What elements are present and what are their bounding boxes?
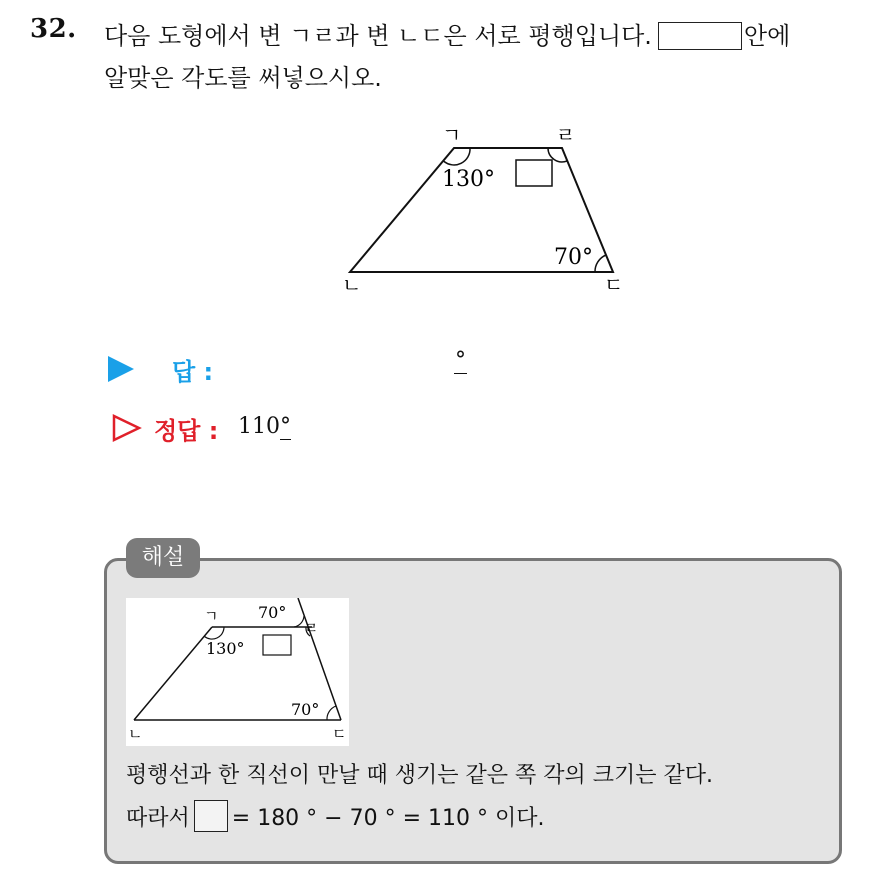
correct-answer-degree: °	[280, 414, 291, 439]
angle-arc-d	[327, 706, 336, 720]
vertex-label-n: ㄴ	[128, 725, 143, 743]
explanation-line2-prefix: 따라서	[126, 806, 190, 831]
angle-label-70: 70°	[291, 700, 320, 719]
vertex-label-n: ㄴ	[342, 273, 362, 294]
question-text-part1: 다음 도형에서 변 ㄱㄹ과 변 ㄴㄷ은 서로 평행입니다.	[104, 22, 652, 50]
vertex-label-d: ㄷ	[332, 725, 347, 743]
explanation-figure	[126, 598, 349, 746]
outline-triangle-icon	[112, 414, 142, 442]
answer-degree-mark: °	[455, 348, 466, 373]
left-edge	[134, 627, 212, 720]
question-text-line2: 알맞은 각도를 써넣으시오.	[104, 64, 382, 92]
angle-arc-d	[595, 255, 606, 272]
question-text-line1	[104, 16, 790, 51]
explanation-line1: 평행선과 한 직선이 만날 때 생기는 같은 쪽 각의 크기는 같다.	[126, 763, 713, 788]
question-number: 32.	[30, 14, 77, 44]
answer-label: 답 :	[172, 358, 214, 386]
play-triangle-icon	[108, 356, 134, 382]
answer-placeholder-box	[658, 22, 742, 50]
question-text-part2: 안에	[743, 22, 791, 50]
vertex-label-g: ㄱ	[442, 123, 462, 147]
correct-answer-row	[108, 410, 408, 446]
angle-label-130: 130°	[442, 167, 495, 192]
explanation-line2	[126, 800, 544, 832]
vertex-label-d: ㄷ	[604, 273, 624, 294]
vertex-label-r: ㄹ	[304, 619, 319, 637]
unknown-angle-box	[516, 160, 552, 186]
correct-answer-value	[238, 414, 291, 439]
angle-arc-outside	[294, 616, 304, 627]
explanation-line2-equation: = 180 ° − 70 ° = 110 ° 이다.	[231, 806, 545, 831]
angle-label-70: 70°	[554, 245, 593, 270]
answer-degree-blank[interactable]	[454, 348, 467, 373]
explanation-blank-box	[194, 800, 228, 832]
angle-label-outside-70: 70°	[258, 603, 287, 622]
correct-answer-number: 110	[238, 414, 280, 439]
vertex-label-r: ㄹ	[556, 123, 576, 147]
explanation-tag: 해설	[126, 538, 200, 578]
correct-answer-label: 정답 :	[154, 417, 219, 445]
answer-row	[108, 348, 528, 386]
trapezoid-figure	[330, 118, 640, 294]
vertex-label-g: ㄱ	[204, 607, 219, 625]
unknown-angle-box	[263, 635, 291, 655]
angle-label-130: 130°	[206, 639, 245, 658]
